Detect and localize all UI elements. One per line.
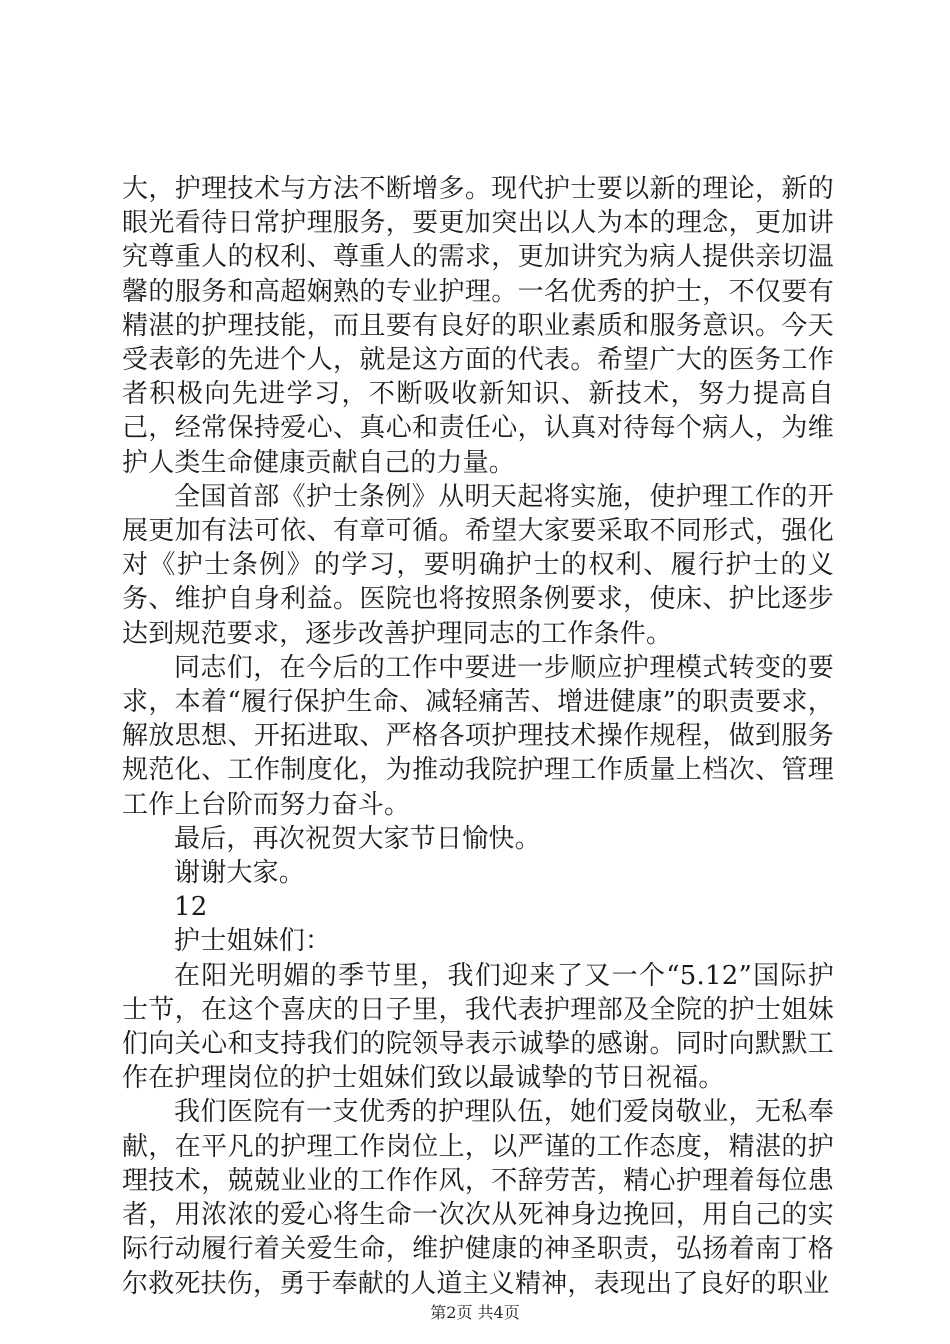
paragraph-continued: 大，护理技术与方法不断增多。现代护士要以新的理论，新的眼光看待日常护理服务，要更加突出以人为本的理念，更加讲究尊重人的权利、尊重人的需求，更加讲究为病人提供亲切温馨的服务和高超娴熟的专业护理。一名优秀的护士，不仅要有精湛的护理技能，而且要有良好的职业素质和服务意识。今天受表彰的先进个人，就是这方面的代表。希望广大的医务工作者积极向先进学习，不断吸收新知识、新技术，努力提高自己，经常保持爱心、真心和责任心，认真对待每个病人，为维护人类生命健康贡献自己的力量。 bbox=[122, 174, 834, 478]
paragraph-nursing-team: 我们医院有一支优秀的护理队伍，她们爱岗敬业，无私奉献，在平凡的护理工作岗位上，以严谨的工作态度，精湛的护理技术，兢兢业业的工作作风，不辞劳苦，精心护理着每位患者，用浓浓的爱心将生命一次次从死神身边挽回，用自己的实际行动履行着关爱生命，维护健康的神圣职责，弘扬着南丁格尔救死扶伤，勇于奉献的人道主义精神，表现出了良好的职业 bbox=[122, 1097, 834, 1299]
salutation: 护士姐妹们： bbox=[174, 926, 332, 957]
paragraph-nurse-regulations: 全国首部《护士条例》从明天起将实施，使护理工作的开展更加有法可依、有章可循。希望大家要采取不同形式，强化对《护士条例》的学习，要明确护士的权利、履行护士的义务、维护自身利益。医院也将按照条例要求，使床、护比逐步达到规范要求，逐步改善护理同志的工作条件。 bbox=[122, 481, 834, 649]
section-number: 12 bbox=[174, 892, 208, 923]
paragraph-congratulations: 最后，再次祝贺大家节日愉快。 bbox=[174, 823, 541, 854]
document-body bbox=[122, 172, 834, 1301]
paragraph-comrades: 同志们，在今后的工作中要进一步顺应护理模式转变的要求，本着“履行保护生命、减轻痛苦、增进健康”的职责要求，解放思想、开拓进取、严格各项护理技术操作规程，做到服务规范化、工作制度化，为推动我院护理工作质量上档次、管理工作上台阶而努力奋斗。 bbox=[122, 652, 834, 820]
page-footer: 第2页 共4页 bbox=[430, 1303, 520, 1322]
paragraph-thanks: 谢谢大家。 bbox=[174, 858, 306, 889]
paragraph-nurses-day: 在阳光明媚的季节里，我们迎来了又一个“5.12”国际护士节，在这个喜庆的日子里，我代表护理部及全院的护士姐妹们向关心和支持我们的院领导表示诚挚的感谢。同时向默默工作在护理岗位的护士姐妹们致以最诚挚的节日祝福。 bbox=[122, 960, 834, 1094]
